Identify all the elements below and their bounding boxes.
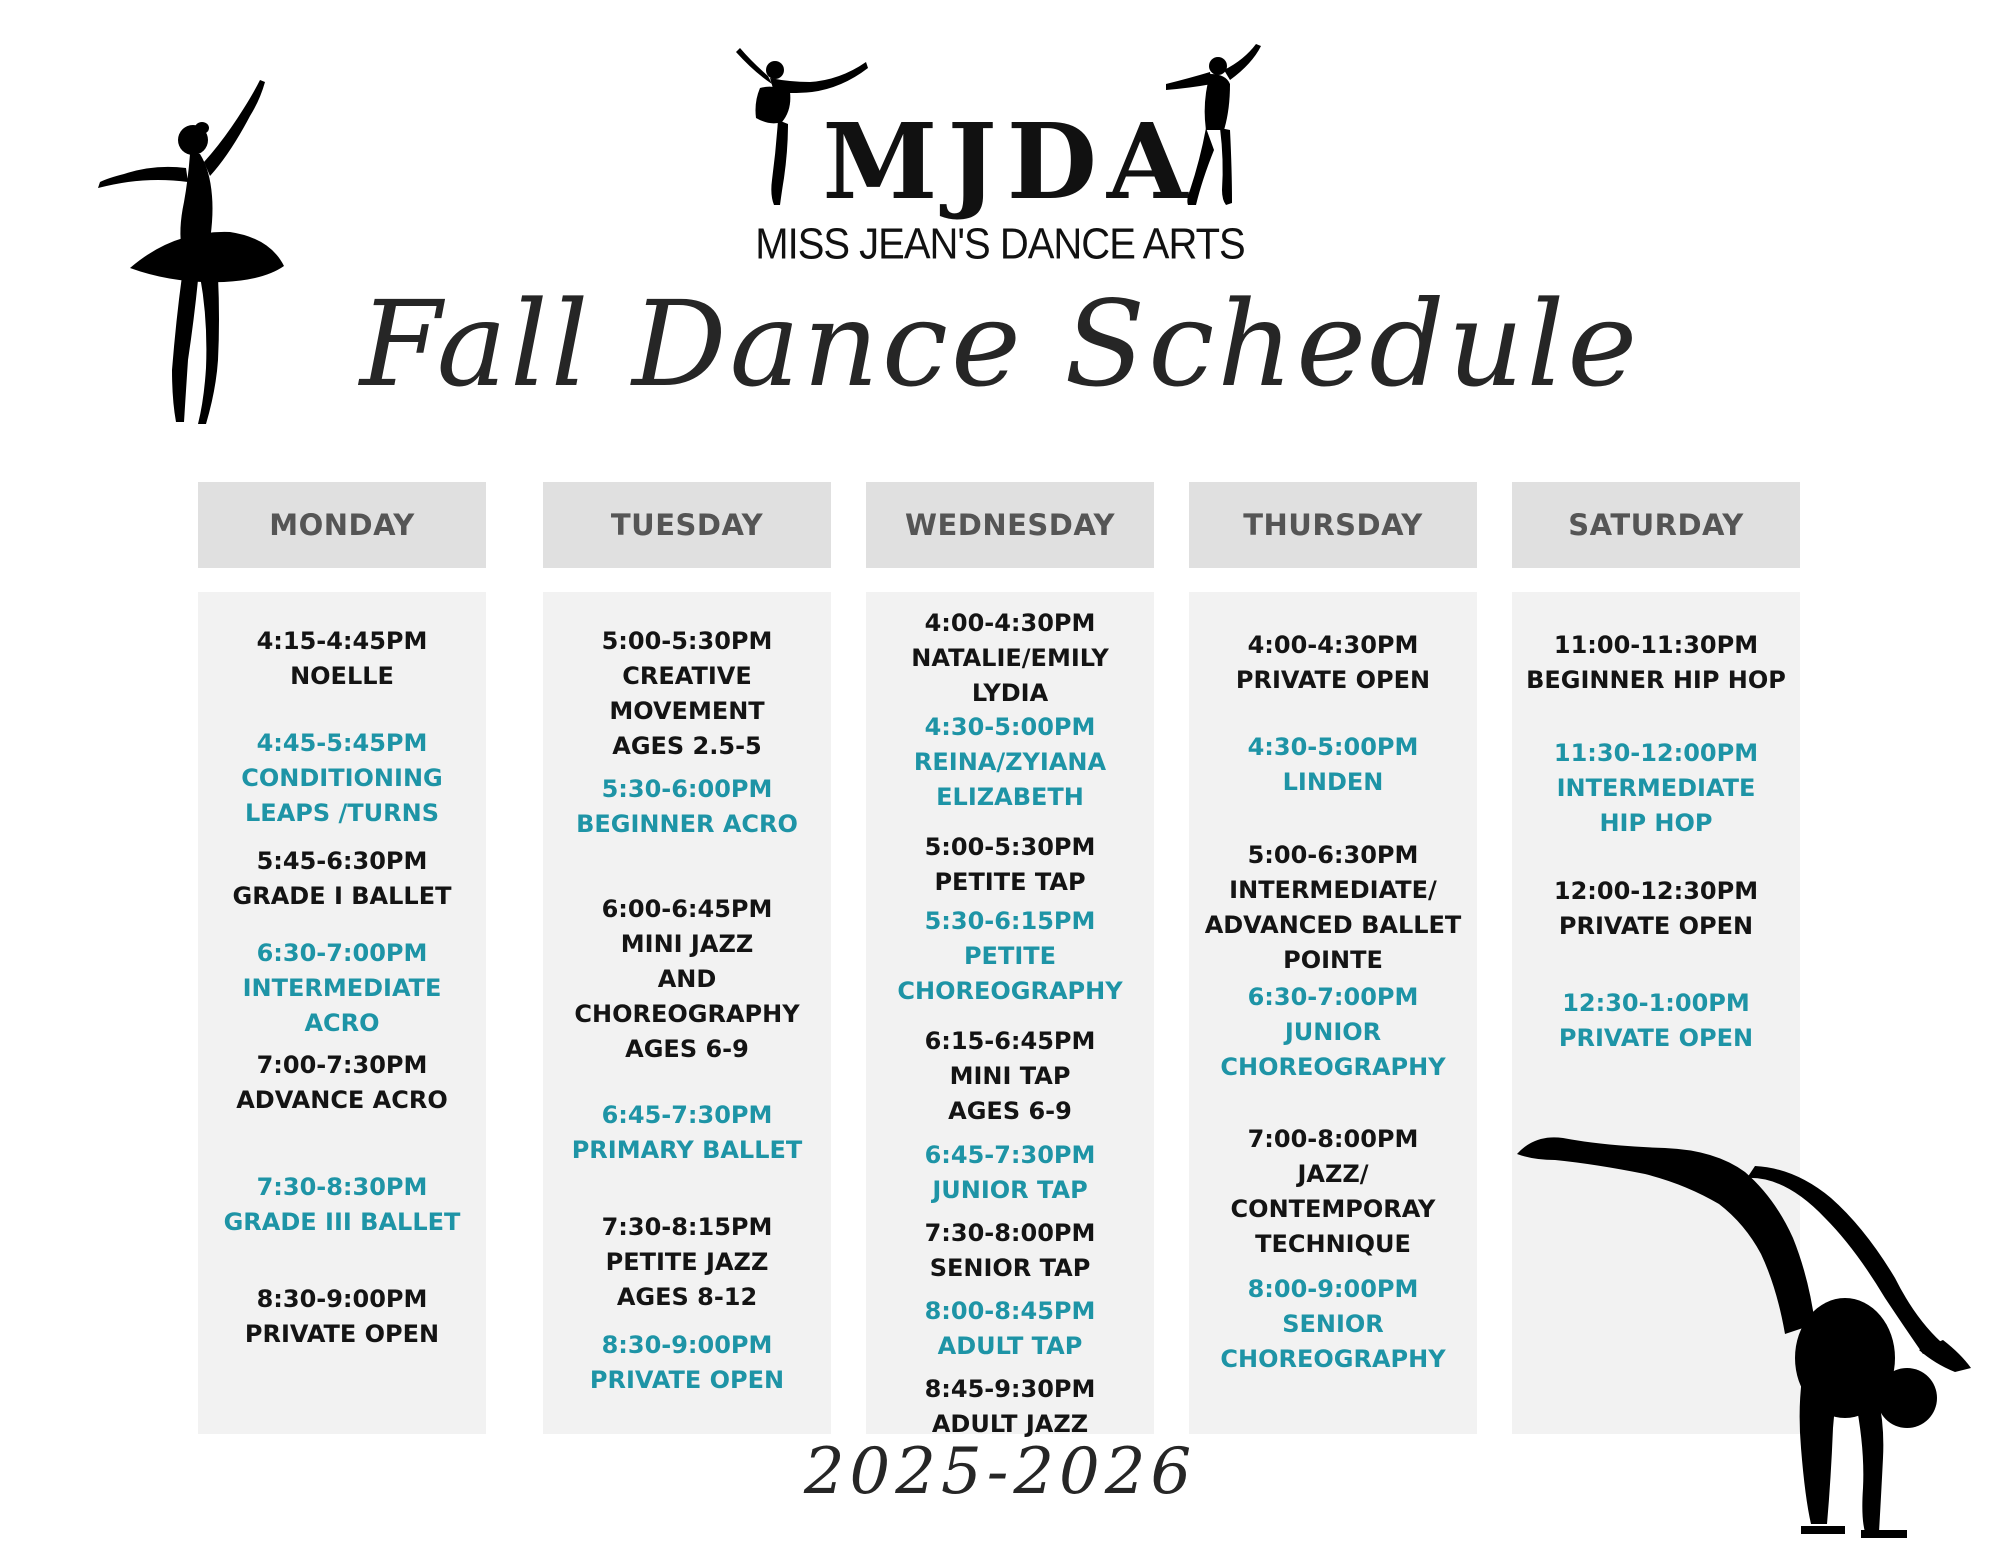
day-header-saturday: SATURDAY: [1512, 482, 1800, 568]
class-time: 7:00-8:00PM: [1247, 1125, 1419, 1153]
class-name-line: AGES 2.5-5: [612, 732, 762, 760]
class-time: 6:30-7:00PM: [1247, 983, 1419, 1011]
class-name-line: PRIVATE OPEN: [1558, 912, 1754, 940]
class-name-line: PETITE: [963, 942, 1057, 970]
class-name-line: JUNIOR: [1284, 1018, 1382, 1046]
class-time: 5:00-6:30PM: [1247, 841, 1419, 869]
class-time: 4:00-4:30PM: [924, 609, 1096, 637]
class-time: 8:30-9:00PM: [601, 1331, 773, 1359]
class-name-line: PETITE TAP: [934, 868, 1086, 896]
ballerina-silhouette-icon: [94, 70, 314, 435]
class-entry: [866, 904, 1154, 1009]
day-header-wednesday: WEDNESDAY: [866, 482, 1154, 568]
class-time: 5:30-6:00PM: [601, 775, 773, 803]
male-dancer-logo-icon: [1160, 40, 1270, 205]
class-time: 8:30-9:00PM: [256, 1285, 428, 1313]
class-time: 5:00-5:30PM: [601, 627, 773, 655]
class-name-line: PRIVATE OPEN: [244, 1320, 440, 1348]
class-name-line: MINI JAZZ: [620, 930, 754, 958]
class-time: 5:45-6:30PM: [256, 847, 428, 875]
class-name-line: AGES 6-9: [948, 1097, 1072, 1125]
class-name-line: LYDIA: [971, 679, 1049, 707]
class-name-line: MOVEMENT: [609, 697, 765, 725]
class-name-line: PETITE JAZZ: [605, 1248, 769, 1276]
class-name-line: CONTEMPORAY: [1230, 1195, 1436, 1223]
mjda-logo: [720, 40, 1280, 270]
class-entry: [866, 1024, 1154, 1129]
class-time: 6:00-6:45PM: [601, 895, 773, 923]
class-name-line: CHOREOGRAPHY: [1220, 1345, 1446, 1373]
class-time: 6:15-6:45PM: [924, 1027, 1096, 1055]
class-name-line: ADULT JAZZ: [931, 1410, 1089, 1438]
class-entry: [198, 1282, 486, 1352]
class-entry: [1512, 874, 1800, 944]
page-title: Fall Dance Schedule: [359, 275, 1641, 413]
class-time: 8:00-8:45PM: [924, 1297, 1096, 1325]
class-name-line: AGES 8-12: [616, 1283, 758, 1311]
class-time: 4:30-5:00PM: [924, 713, 1096, 741]
class-name-line: BEGINNER HIP HOP: [1526, 666, 1786, 694]
class-entry: [866, 1216, 1154, 1286]
day-column-tuesday: [543, 592, 831, 1434]
class-entry: [1189, 838, 1477, 978]
class-time: 7:30-8:30PM: [256, 1173, 428, 1201]
class-name-line: SENIOR TAP: [929, 1254, 1091, 1282]
class-entry: [198, 844, 486, 914]
class-name-line: AND: [657, 965, 717, 993]
class-entry: [198, 726, 486, 831]
class-name-line: PRIVATE OPEN: [1235, 666, 1431, 694]
class-name-line: SENIOR: [1282, 1310, 1384, 1338]
class-name-line: NATALIE/EMILY: [911, 644, 1109, 672]
class-name-line: ADVANCED BALLET: [1204, 911, 1462, 939]
class-name-line: ELIZABETH: [936, 783, 1084, 811]
class-entry: [866, 606, 1154, 711]
class-name-line: PRIMARY BALLET: [571, 1136, 803, 1164]
class-time: 6:45-7:30PM: [601, 1101, 773, 1129]
class-name-line: GRADE III BALLET: [223, 1208, 461, 1236]
logo-mark: MJDA: [822, 100, 1198, 223]
class-time: 12:00-12:30PM: [1553, 877, 1759, 905]
class-entry: [1512, 628, 1800, 698]
class-name-line: JUNIOR TAP: [932, 1176, 1088, 1204]
class-name-line: INTERMEDIATE/: [1229, 876, 1437, 904]
class-entry: [1512, 986, 1800, 1056]
class-time: 12:30-1:00PM: [1562, 989, 1750, 1017]
class-time: 11:00-11:30PM: [1553, 631, 1759, 659]
class-time: 7:30-8:00PM: [924, 1219, 1096, 1247]
class-name-line: MINI TAP: [949, 1062, 1071, 1090]
logo-studio-name: MISS JEAN'S DANCE ARTS: [755, 219, 1245, 269]
class-name-line: HIP HOP: [1599, 809, 1713, 837]
class-name-line: ACRO: [304, 1009, 380, 1037]
day-header-thursday: THURSDAY: [1189, 482, 1477, 568]
class-entry: [543, 624, 831, 764]
class-entry: [543, 1328, 831, 1398]
day-column-thursday: [1189, 592, 1477, 1434]
class-name-line: TECHNIQUE: [1255, 1230, 1411, 1258]
class-entry: [866, 1138, 1154, 1208]
gymnast-silhouette-icon: [1515, 1128, 1975, 1540]
class-time: 8:00-9:00PM: [1247, 1275, 1419, 1303]
class-entry: [1189, 1272, 1477, 1377]
day-column-monday: [198, 592, 486, 1434]
class-name-line: BEGINNER ACRO: [576, 810, 798, 838]
class-name-line: REINA/ZYIANA: [913, 748, 1107, 776]
day-column-wednesday: [866, 592, 1154, 1438]
class-entry: [543, 1098, 831, 1168]
class-entry: [1189, 980, 1477, 1085]
class-entry: [866, 1294, 1154, 1364]
class-name-line: NOELLE: [290, 662, 394, 690]
class-name-line: CONDITIONING: [241, 764, 443, 792]
class-name-line: CHOREOGRAPHY: [574, 1000, 800, 1028]
class-entry: [866, 710, 1154, 815]
class-entry: [198, 936, 486, 1041]
class-time: 6:45-7:30PM: [924, 1141, 1096, 1169]
day-header-monday: MONDAY: [198, 482, 486, 568]
class-entry: [1512, 736, 1800, 841]
class-entry: [543, 892, 831, 1067]
class-time: 7:30-8:15PM: [601, 1213, 773, 1241]
class-name-line: CHOREOGRAPHY: [897, 977, 1123, 1005]
class-name-line: INTERMEDIATE: [242, 974, 442, 1002]
class-entry: [198, 624, 486, 694]
class-name-line: JAZZ/: [1297, 1160, 1369, 1188]
class-time: 4:45-5:45PM: [256, 729, 428, 757]
class-time: 4:00-4:30PM: [1247, 631, 1419, 659]
class-entry: [1189, 1122, 1477, 1262]
class-entry: [543, 772, 831, 842]
class-name-line: ADVANCE ACRO: [236, 1086, 448, 1114]
class-name-line: POINTE: [1283, 946, 1383, 974]
class-name-line: ADULT TAP: [937, 1332, 1083, 1360]
class-name-line: CHOREOGRAPHY: [1220, 1053, 1446, 1081]
class-entry: [1189, 628, 1477, 698]
day-header-tuesday: TUESDAY: [543, 482, 831, 568]
class-time: 8:45-9:30PM: [924, 1375, 1096, 1403]
school-year: 2025-2026: [803, 1435, 1197, 1509]
class-name-line: LINDEN: [1282, 768, 1384, 796]
class-entry: [198, 1048, 486, 1118]
class-name-line: PRIVATE OPEN: [589, 1366, 785, 1394]
class-time: 11:30-12:00PM: [1553, 739, 1759, 767]
class-entry: [866, 830, 1154, 900]
class-name-line: GRADE I BALLET: [232, 882, 452, 910]
class-name-line: AGES 6-9: [625, 1035, 749, 1063]
class-entry: [866, 1372, 1154, 1442]
class-entry: [1189, 730, 1477, 800]
class-time: 5:30-6:15PM: [924, 907, 1096, 935]
class-time: 4:15-4:45PM: [256, 627, 428, 655]
class-name-line: LEAPS /TURNS: [245, 799, 439, 827]
class-time: 5:00-5:30PM: [924, 833, 1096, 861]
class-entry: [543, 1210, 831, 1315]
class-time: 4:30-5:00PM: [1247, 733, 1419, 761]
class-name-line: PRIVATE OPEN: [1558, 1024, 1754, 1052]
class-name-line: CREATIVE: [622, 662, 752, 690]
class-time: 7:00-7:30PM: [256, 1051, 428, 1079]
class-name-line: INTERMEDIATE: [1556, 774, 1756, 802]
class-entry: [198, 1170, 486, 1240]
class-time: 6:30-7:00PM: [256, 939, 428, 967]
